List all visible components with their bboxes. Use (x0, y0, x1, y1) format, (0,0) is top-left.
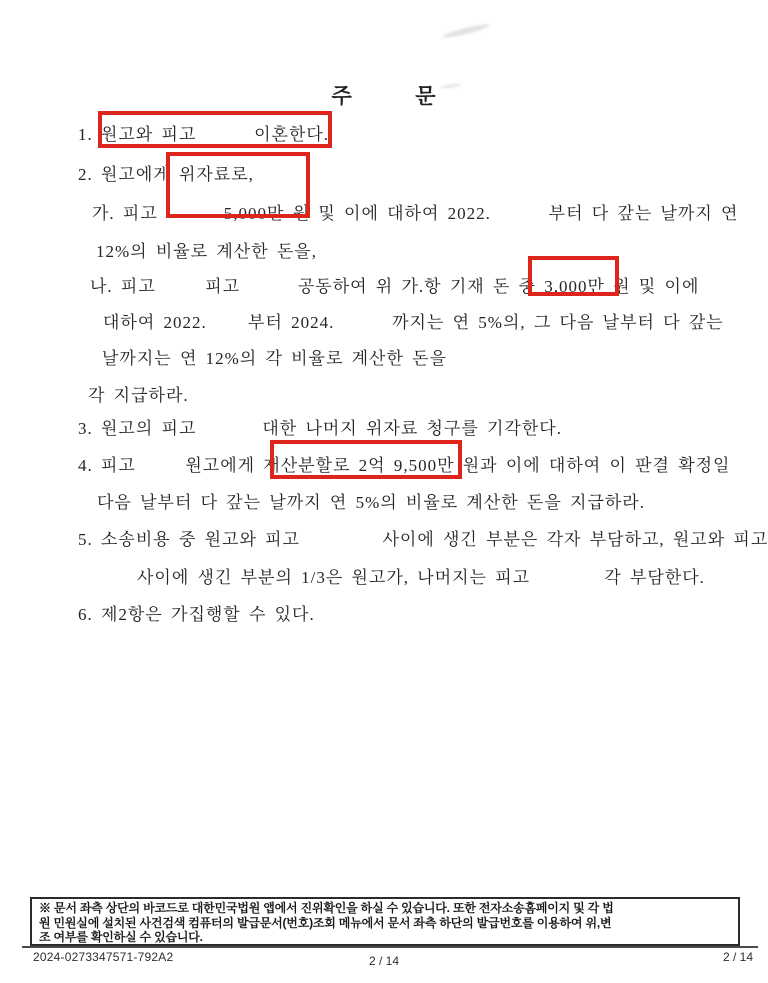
order-line: 나. 피고 피고 공동하여 위 가.항 기재 돈 중 3,000만 원 및 이에 (90, 277, 700, 296)
notice-line: 조 여부를 확인하실 수 있습니다. (39, 930, 203, 944)
scan-artifact (442, 22, 490, 39)
highlight-box-divorce (98, 111, 332, 148)
order-line: 대하여 2022. 부터 2024. 까지는 연 5%의, 그 다음 날부터 다 갚는 (103, 313, 724, 332)
highlight-box-consolation (166, 152, 310, 218)
order-line: 2. 원고에게 위자료로, (78, 165, 254, 184)
order-line: 가. 피고 5,000만 원 및 이에 대하여 2022. 부터 다 갚는 날까지 연 (92, 204, 739, 223)
order-line: 사이에 생긴 부분의 1/3은 원고가, 나머지는 피고 각 부담한다. (137, 568, 705, 587)
order-line: 1. 원고와 피고 이혼한다. (78, 125, 330, 144)
order-line: 12%의 비율로 계산한 돈을, (96, 242, 317, 261)
order-line: 4. 피고 원고에게 재산분할로 2억 9,500만 원과 이에 대하여 이 판결 확정일 (78, 456, 731, 475)
highlight-box-property-split (270, 440, 462, 479)
order-title: 주 문 (331, 84, 437, 108)
order-line: 다음 날부터 다 갚는 날까지 연 5%의 비율로 계산한 돈을 지급하라. (97, 493, 645, 512)
notice-line: ※ 문서 좌측 상단의 바코드로 대한민국법원 앱에서 진위확인을 하실 수 있습니다. 또한 전자소송홈페이지 및 각 법 (39, 901, 614, 915)
order-line: 각 지급하라. (88, 386, 189, 405)
page-number-center: 2 / 14 (368, 954, 400, 968)
notice-line: 원 민원실에 설치된 사건검색 컴퓨터의 발급문서(번호)조회 메뉴에서 문서 좌측 하단의 발급번호를 이용하여 위,변 (39, 915, 612, 930)
verification-notice-box (30, 897, 740, 946)
order-line: 5. 소송비용 중 원고와 피고 사이에 생긴 부분은 각자 부담하고, 원고와 피고 (78, 530, 768, 549)
highlight-box-3000man (528, 256, 619, 296)
order-line: 날까지는 연 12%의 각 비율로 계산한 돈을 (102, 349, 447, 368)
footer-divider (22, 946, 758, 948)
page-number-right: 2 / 14 (722, 950, 753, 964)
order-line: 3. 원고의 피고 대한 나머지 위자료 청구를 기각한다. (78, 419, 562, 438)
order-line: 6. 제2항은 가집행할 수 있다. (78, 605, 315, 624)
issue-number: 2024-0273347571-792A2 (33, 950, 174, 964)
